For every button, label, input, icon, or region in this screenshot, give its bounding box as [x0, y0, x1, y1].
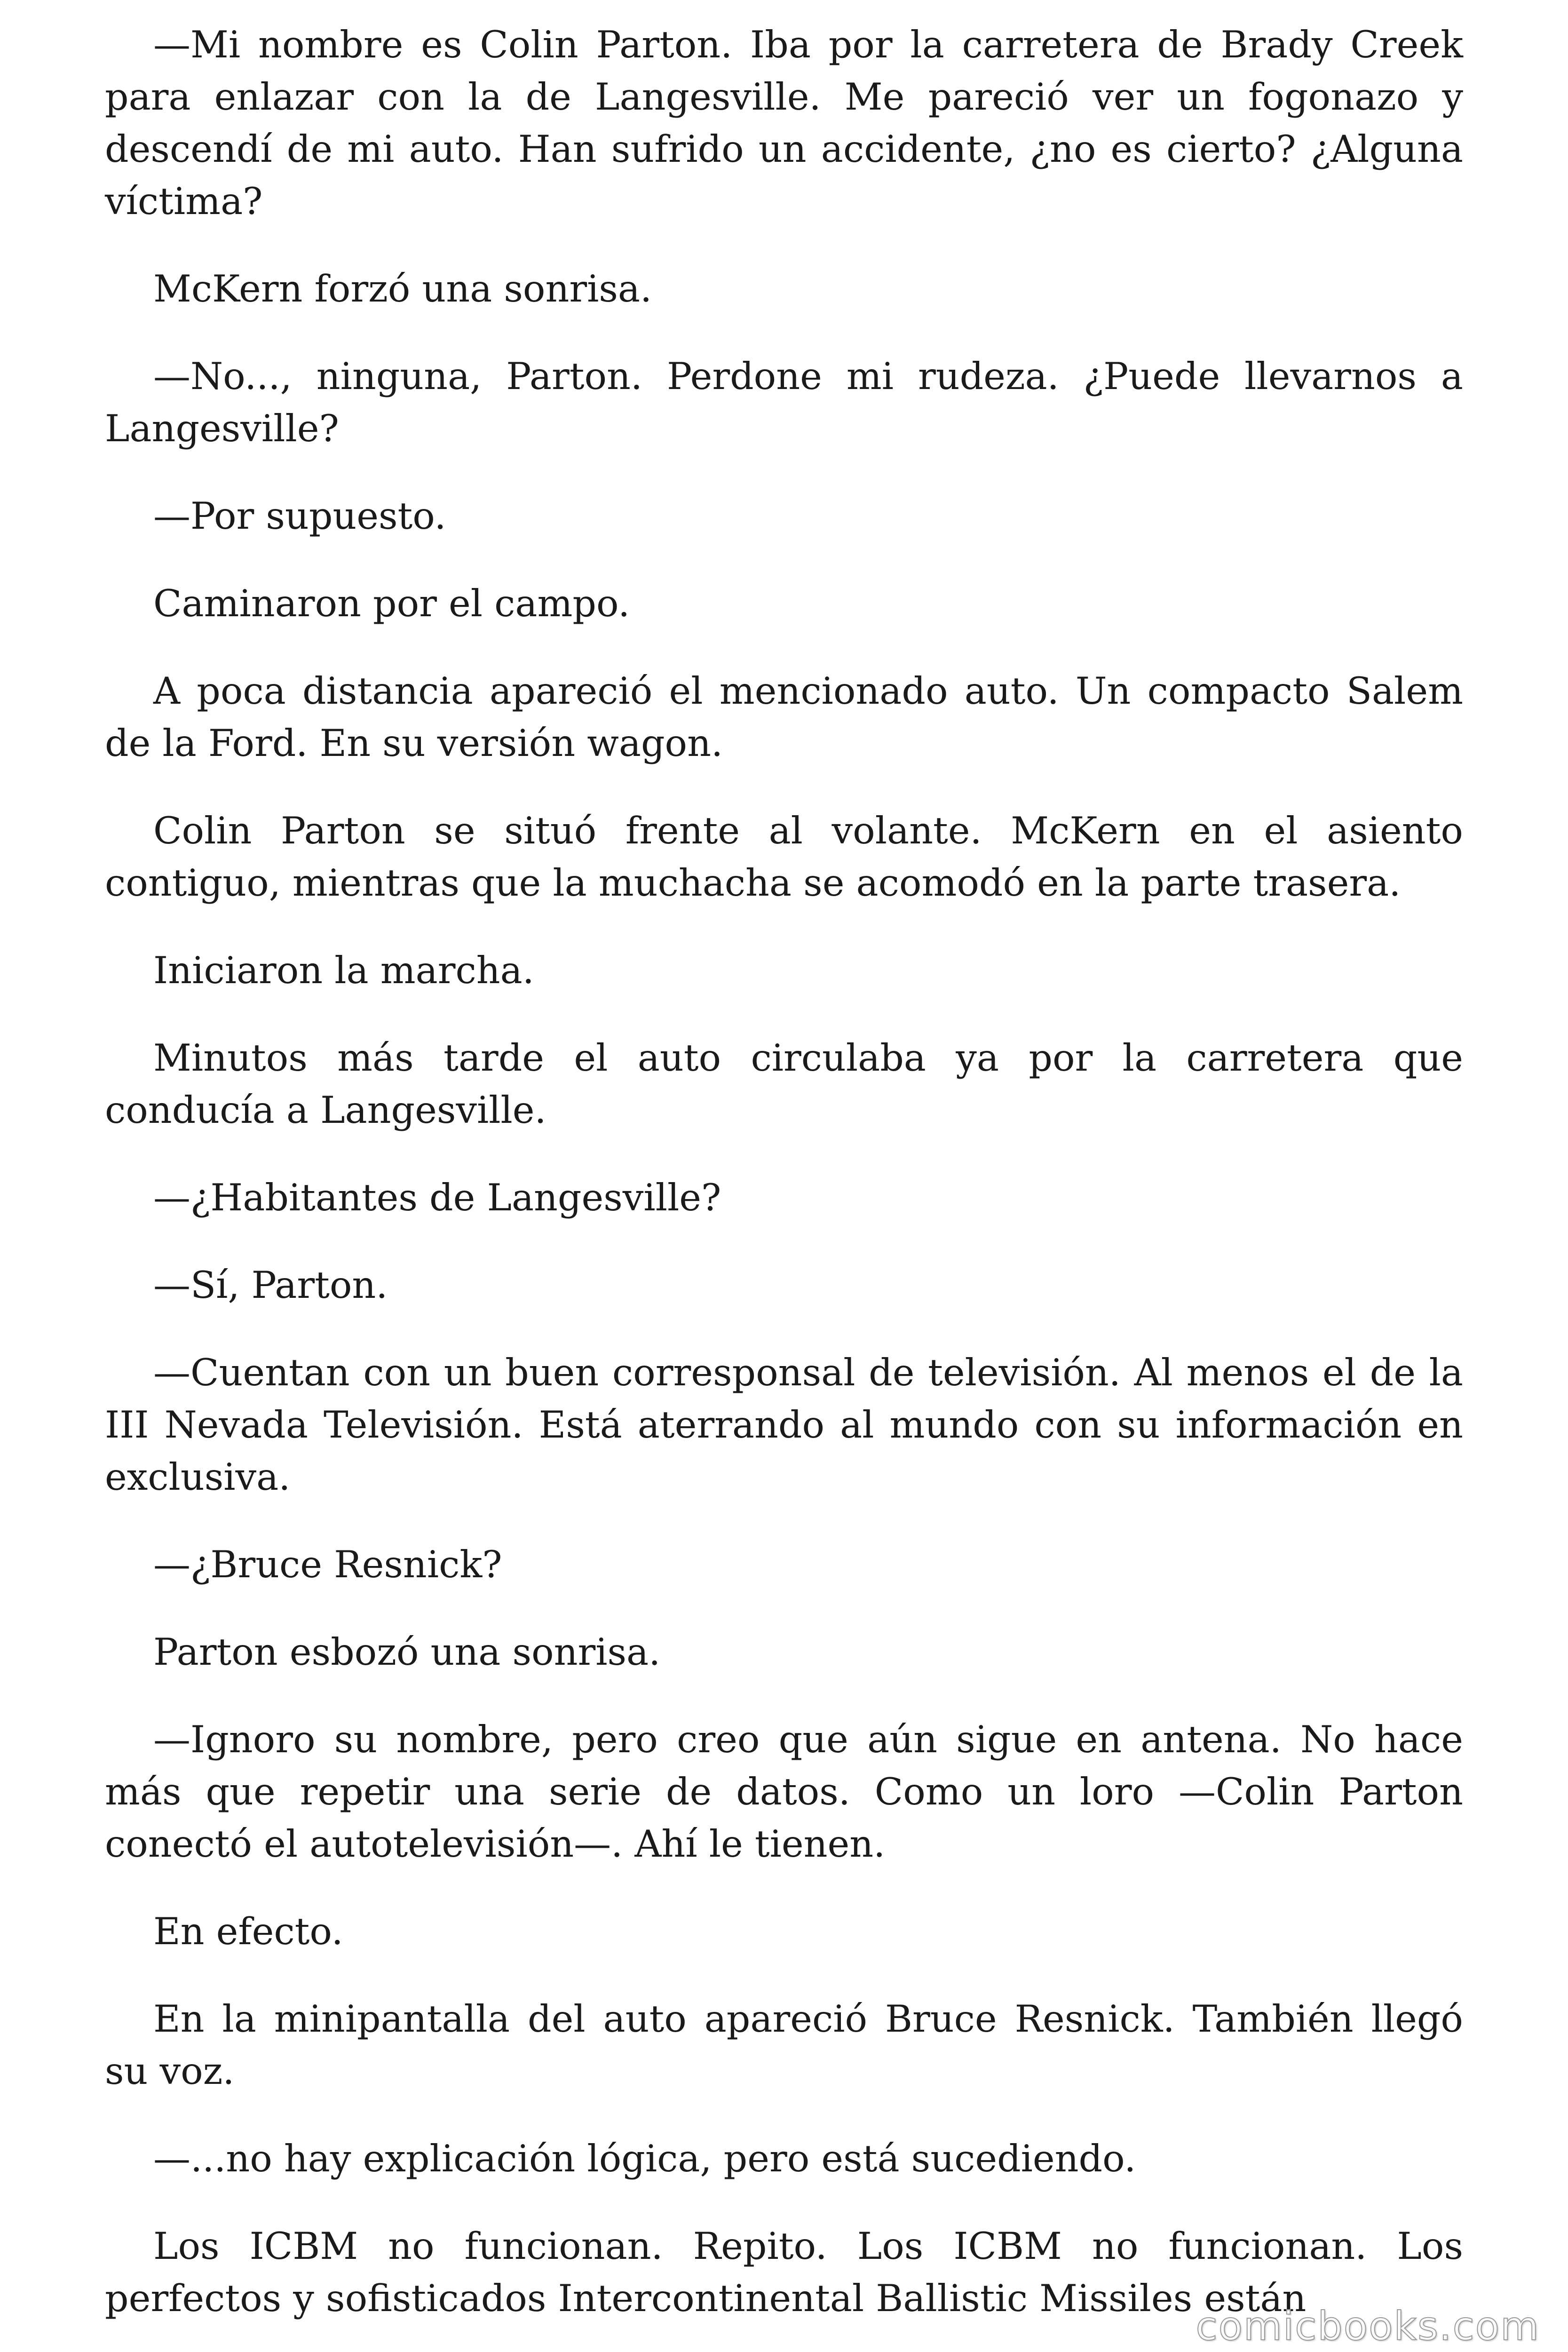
paragraph: Minutos más tarde el auto circulaba ya por la carretera que conducía a Langesville. [105, 1036, 1463, 1132]
paragraph: —Mi nombre es Colin Parton. Iba por la carretera de Brady Creek para enlazar con la de Langesville. Me pareció ver un fogonazo y descendí de mi auto. Han sufrido un accidente, ¿no es cierto? ¿Alguna víctima? [105, 23, 1463, 223]
paragraph: A poca distancia apareció el mencionado auto. Un compacto Salem de la Ford. En su versión wagon. [105, 669, 1463, 765]
paragraph: McKern forzó una sonrisa. [153, 267, 652, 310]
paragraph: —Cuentan con un buen corresponsal de televisión. Al menos el de la III Nevada Televisión. Está aterrando al mundo con su información en exclusiva. [105, 1351, 1463, 1499]
watermark: comicbooks.com [1196, 2303, 1540, 2349]
paragraph: —Ignoro su nombre, pero creo que aún sigue en antena. No hace más que repetir una serie de datos. Como un loro —Colin Parton conectó el autotelevisión—. Ahí le tienen. [105, 1718, 1463, 1866]
paragraph: En efecto. [153, 1910, 343, 1953]
paragraph: —Por supuesto. [153, 494, 446, 538]
paragraph: —¿Habitantes de Langesville? [153, 1176, 721, 1219]
paragraph: En la minipantalla del auto apareció Bruce Resnick. También llegó su voz. [105, 1997, 1463, 2093]
paragraph: Caminaron por el campo. [153, 582, 630, 625]
paragraph: —¿Bruce Resnick? [153, 1543, 502, 1586]
paragraph: —...no hay explicación lógica, pero está sucediendo. [153, 2137, 1136, 2180]
paragraph: Parton esbozó una sonrisa. [153, 1630, 661, 1674]
paragraph: Los ICBM no funcionan. Repito. Los ICBM no funcionan. Los perfectos y sofisticados Intercontinental Ballistic Missiles están [105, 2225, 1463, 2320]
document-page [105, 19, 1463, 2352]
paragraph: —No..., ninguna, Parton. Perdone mi rudeza. ¿Puede llevarnos a Langesville? [105, 355, 1463, 450]
paragraph: Colin Parton se situó frente al volante. McKern en el asiento contiguo, mientras que la muchacha se acomodó en la parte trasera. [105, 809, 1463, 905]
paragraph: Iniciaron la marcha. [153, 949, 534, 992]
paragraph: —Sí, Parton. [153, 1263, 388, 1307]
